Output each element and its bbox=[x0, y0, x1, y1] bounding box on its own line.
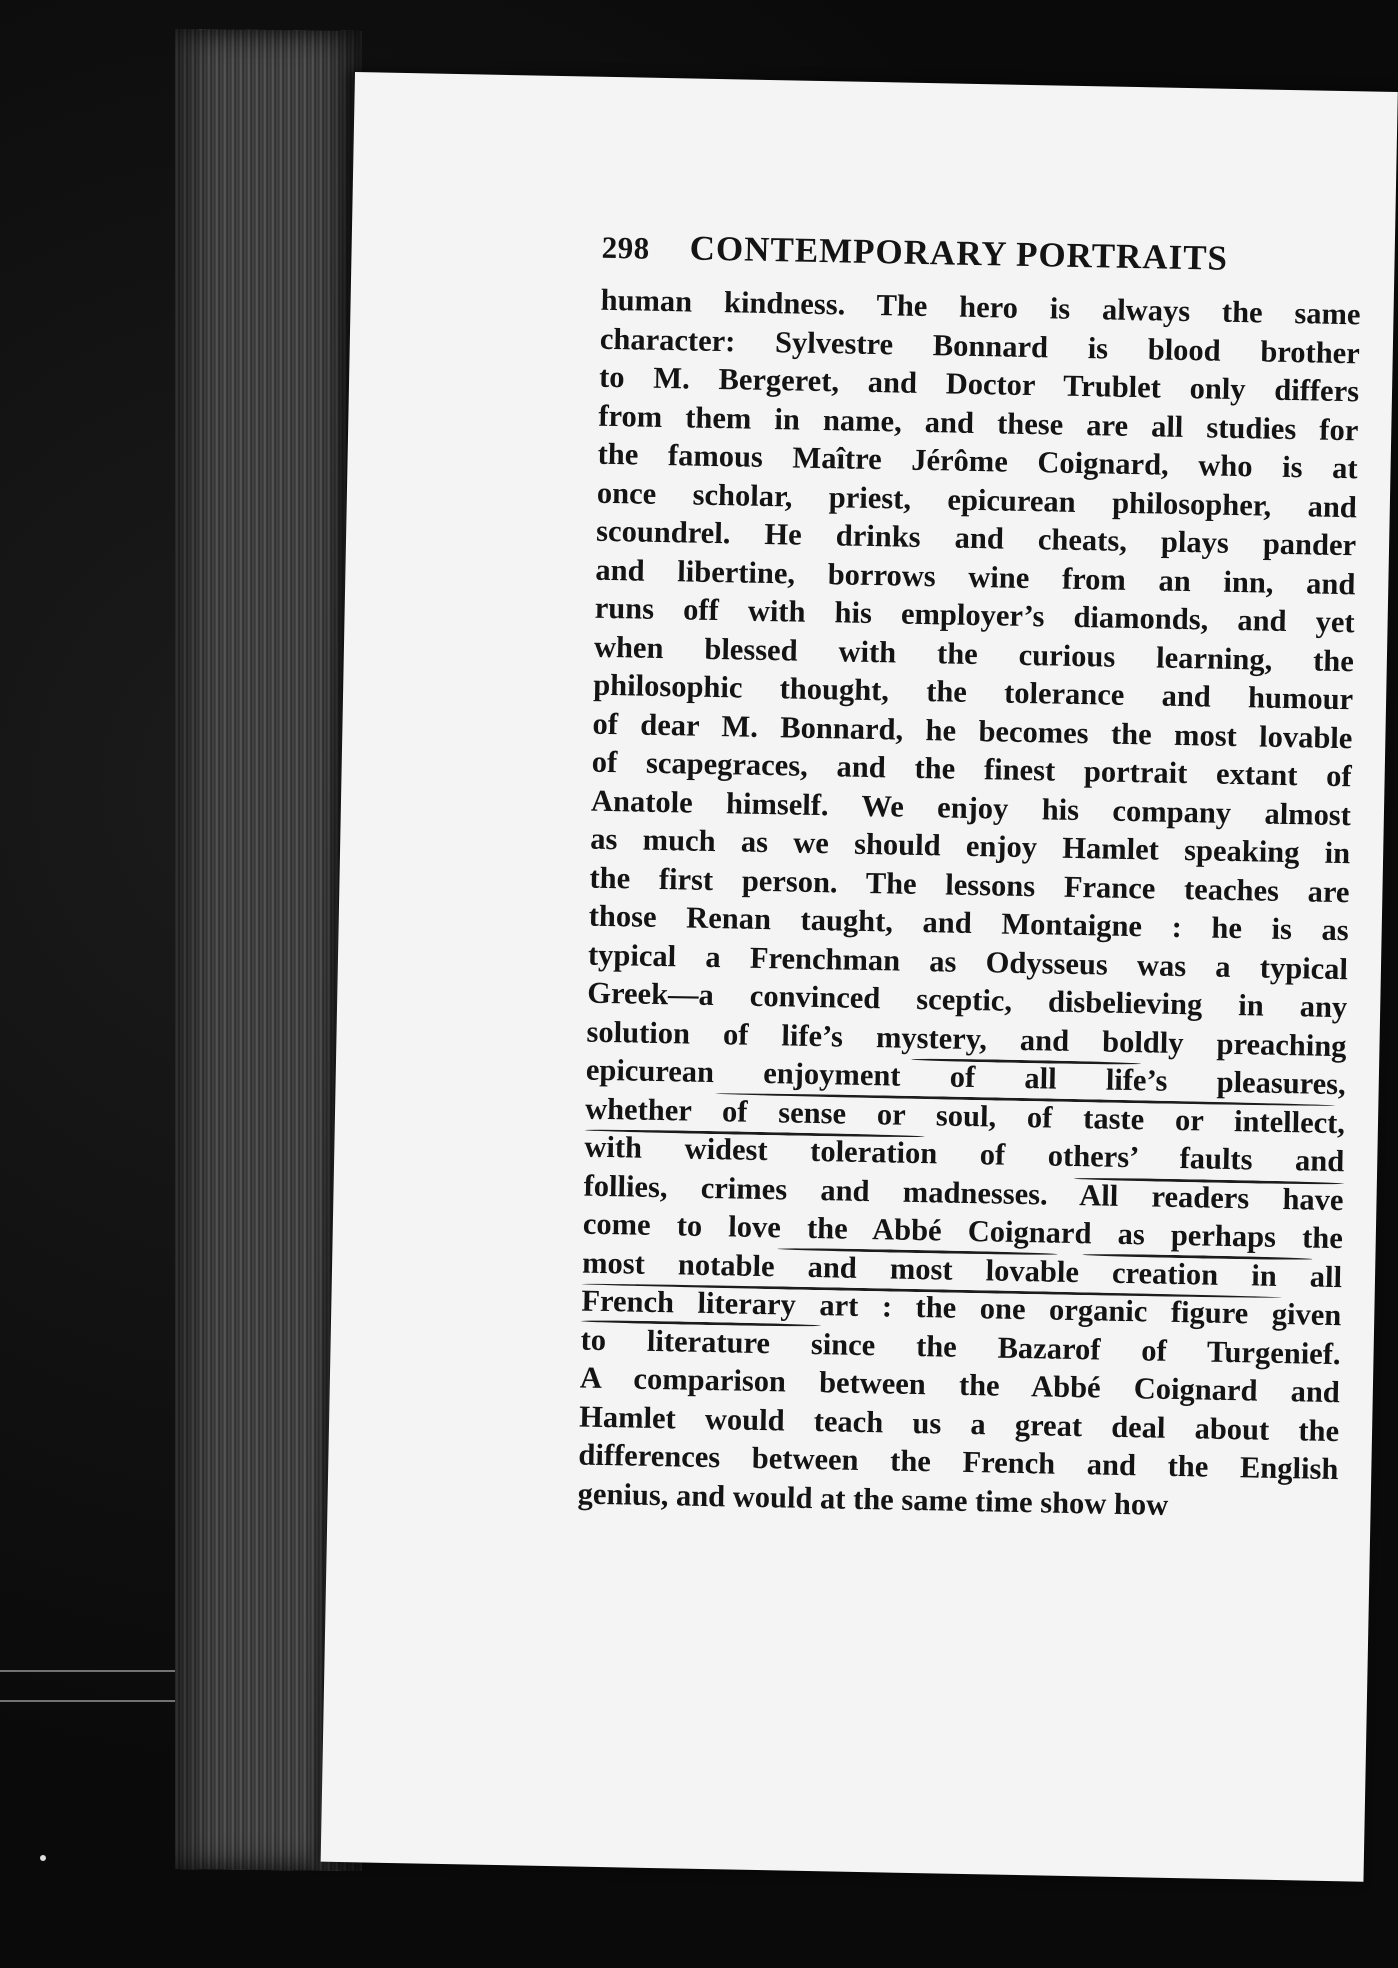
text-line: the first person. The lessons France teaches are bbox=[589, 860, 1350, 909]
text-line: come to love the Abbé Coignard as perhaps the bbox=[582, 1206, 1344, 1256]
scan-speck bbox=[40, 1855, 46, 1861]
text-line: and libertine, borrows wine from an inn, and bbox=[595, 552, 1356, 601]
text-line: typical a Frenchman as Odysseus was a typical bbox=[587, 937, 1349, 986]
text-line: with widest toleration of others’ faults and bbox=[584, 1129, 1345, 1179]
text-line: Anatole himself. We enjoy his company almost bbox=[590, 783, 1352, 832]
text-line: to literature since the Bazarof of Turgenief. bbox=[580, 1322, 1341, 1371]
page-header bbox=[601, 227, 1362, 282]
text-line: genius, and would at the same time show how bbox=[577, 1476, 1169, 1522]
text-line: human kindness. The hero is always the same bbox=[600, 282, 1361, 332]
text-line: when blessed with the curious learning, the bbox=[593, 629, 1355, 678]
text-line: those Renan taught, and Montaigne : he is as bbox=[588, 898, 1350, 948]
body-text bbox=[577, 281, 1361, 1527]
text-line: philosophic thought, the tolerance and humour bbox=[592, 667, 1354, 717]
text-line: Hamlet would teach us a great deal about the bbox=[578, 1399, 1340, 1448]
text-line: the famous Maître Jérôme Coignard, who is at bbox=[597, 436, 1358, 486]
text-line: follies, crimes and madnesses. All readers have bbox=[583, 1168, 1344, 1217]
text-line: solution of life’s mystery, and boldly preaching bbox=[586, 1014, 1347, 1063]
text-line: of scapegraces, and the finest portrait extant of bbox=[591, 744, 1352, 794]
text-line: scoundrel. He drinks and cheats, plays pander bbox=[595, 513, 1357, 563]
text-line: character: Sylvestre Bonnard is blood brother bbox=[599, 321, 1361, 370]
text-line: to M. Bergeret, and Doctor Trublet only differs bbox=[598, 359, 1360, 409]
text-line: of dear M. Bonnard, he becomes the most lovable bbox=[592, 706, 1353, 755]
page-content bbox=[577, 227, 1362, 1527]
page-number: 298 bbox=[601, 229, 651, 266]
text-line: epicurean enjoyment of all life’s pleasures, bbox=[585, 1052, 1347, 1102]
text-line: as much as we should enjoy Hamlet speaking in bbox=[589, 821, 1351, 871]
text-line: whether of sense or soul, of taste or intellect, bbox=[584, 1091, 1346, 1140]
text-line: from them in name, and these are all studies for bbox=[598, 398, 1359, 447]
text-line: differences between the French and the English bbox=[578, 1437, 1339, 1487]
text-line: Greek—a convinced sceptic, disbelieving in any bbox=[587, 975, 1348, 1025]
text-line: A comparison between the Abbé Coignard and bbox=[579, 1360, 1341, 1410]
text-line: French literary art : the one organic figure given bbox=[581, 1283, 1342, 1333]
text-line: most notable and most lovable creation in all bbox=[581, 1245, 1343, 1294]
text-line: runs off with his employer’s diamonds, and yet bbox=[594, 590, 1355, 640]
running-title: CONTEMPORARY PORTRAITS bbox=[689, 228, 1229, 278]
text-line: once scholar, priest, epicurean philosopher, and bbox=[596, 475, 1358, 524]
book-page bbox=[321, 72, 1398, 1882]
